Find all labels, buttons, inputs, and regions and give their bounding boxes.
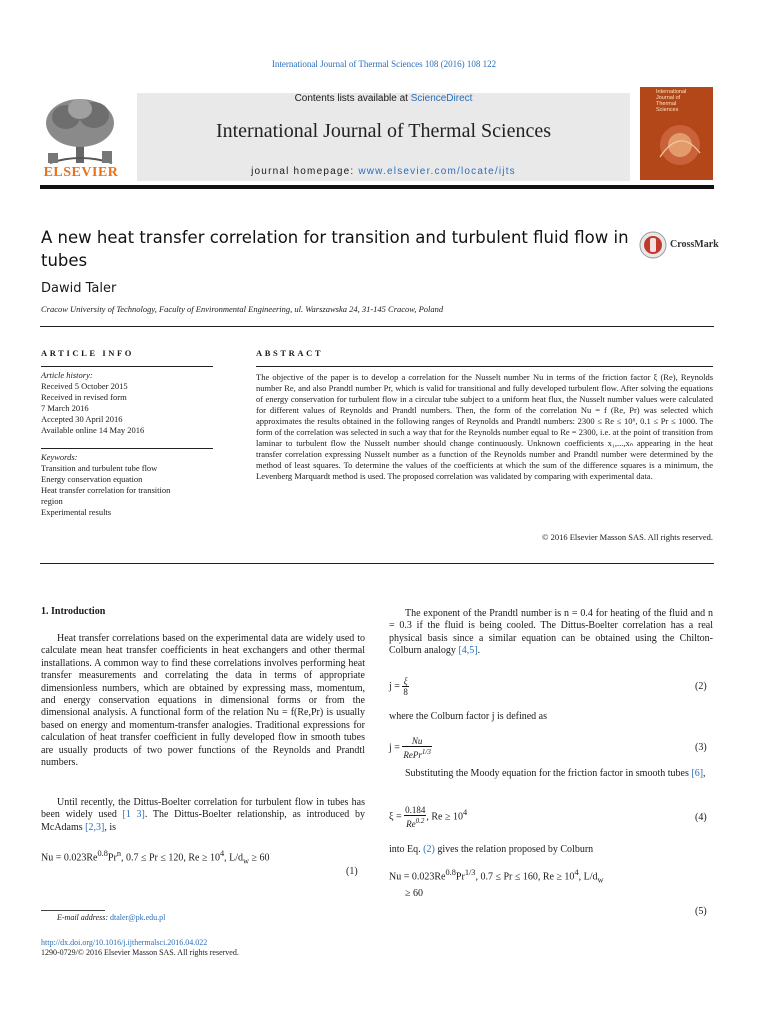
contents-line: Contents lists available at ScienceDirect	[294, 93, 473, 104]
equation-4: ξ = $\frac{0.184}{Re^{0.2}}$ , $Re \ge 10^4$	[389, 805, 468, 829]
title-rule	[40, 326, 714, 327]
journal-homepage: journal homepage: www.elsevier.com/locate/ijts	[251, 166, 516, 177]
author-affiliation: Cracow University of Technology, Faculty of Environmental Engineering, ul. Warszawska 24, 31-145 Cracow, Poland	[41, 304, 444, 314]
eq-2-link[interactable]: (2)	[423, 844, 435, 855]
issn-line: 1290-0729/© 2016 Elsevier Masson SAS. All rights reserved.	[41, 948, 239, 957]
running-head[interactable]: International Journal of Thermal Sciences 108 (2016) 108 122	[271, 59, 497, 69]
header-rule	[40, 185, 714, 189]
moody-paragraph: Substituting the Moody equation for the friction factor in smooth tubes [6],	[405, 768, 706, 779]
article-history: Article history: Received 5 October 2015 Received in revised form 7 March 2016 Accepted 30 April 2016 Available online 14 May 2016	[41, 370, 145, 435]
equation-3: j = $\frac{Nu}{RePr^{1/3}}$	[389, 736, 431, 760]
ref-2-3[interactable]: [2,3]	[85, 821, 105, 833]
journal-title: International Journal of Thermal Sciences	[215, 120, 552, 142]
elsevier-tree-logo-icon	[40, 93, 122, 169]
article-title: A new heat transfer correlation for transition and turbulent fluid flow in tubes	[41, 228, 629, 270]
ref-6[interactable]: [6]	[691, 768, 704, 779]
crossmark-label[interactable]: CrossMark	[670, 239, 719, 250]
equation-4-number: (4)	[695, 812, 707, 823]
info-rule-1	[41, 366, 213, 367]
sciencedirect-link[interactable]: ScienceDirect	[410, 93, 473, 104]
ref-1-3[interactable]: [1 3]	[122, 809, 145, 821]
equation-2-number: (2)	[695, 681, 707, 692]
right-paragraph-1: The exponent of the Prandtl number is n = 0.4 for heating of the fluid and n = 0.3 if the fluid is being cooled. The Dittus-Boelter correlation has a real physical basis since a similar equation can be obtained using the Chilton-Colburn analogy [4,5].	[389, 608, 713, 657]
info-rule-2	[41, 448, 213, 449]
elsevier-wordmark: ELSEVIER	[43, 165, 119, 180]
equation-5-number: (5)	[695, 906, 707, 917]
footnote-rule	[41, 910, 105, 911]
equation-5: $Nu = 0.023Re^{0.8}Pr^{1/3}$, 0.7 ≤ Pr ≤ 160, $Re \ge 10^4$, $L/d_w$	[389, 868, 604, 885]
abstract-text: The objective of the paper is to develop a correlation for the Nusselt number Nu in terms of the friction factor ξ (Re), Reynolds number Re, and also Prandtl number Pr, which is valid for transitional and fully developed turbulent flow. After solving the equations of energy conservation for turbulent flow in a circular tube subject to a uniform heat flux, the Nusselt number values were calculated for different values of Reynolds and Prandtl numbers. Then, the form of the correlation Nu = f (Re, Pr) was selected which approximates the results obtained in the following ranges of Reynolds and Prandtl numbers: 2300 ≤ Re ≤ 10⁶, 0.1 ≤ Pr ≤ 1000. The form of the correlation was selected in such a way that for the Reynolds number equal to Re = 2300, i.e. at the point of transition from laminar to turbulent flow the Nusselt number should change continuously. Unknown coefficients x₁,...,xₙ appearing in the heat transfer correlation expressing Nusselt number as a function of the Reynolds number and Prandtl number were determined by the method of least squares. To determine the values of the coefficients at which the sum of the difference squares is a minimum, the Levenberg Marquardt method is used. The proposed correlation was validated by comparing with experimental data.	[256, 372, 713, 481]
doi-link[interactable]: http://dx.doi.org/10.1016/j.ijthermalsci.2016.04.022	[41, 938, 208, 947]
colburn-intro-text: into Eq. (2) gives the relation proposed by Colburn	[389, 844, 594, 855]
cover-artwork-icon	[650, 117, 706, 173]
colburn-definition-text: where the Colburn factor j is defined as	[389, 711, 548, 722]
article-info-heading: ARTICLE INFO	[41, 348, 135, 358]
body-rule	[40, 563, 714, 564]
equation-1-number: (1)	[346, 866, 358, 877]
equation-3-number: (3)	[695, 742, 707, 753]
section-heading-introduction: 1. Introduction	[41, 606, 106, 617]
homepage-link[interactable]: www.elsevier.com/locate/ijts	[358, 166, 516, 177]
ref-4-5[interactable]: [4,5]	[458, 645, 478, 657]
cover-title: International Journal of Thermal Sciences	[656, 89, 687, 113]
equation-2: j = $\frac{\xi}{8}$	[389, 676, 408, 697]
abstract-copyright: © 2016 Elsevier Masson SAS. All rights reserved.	[541, 532, 713, 542]
author-email-link[interactable]: dtaler@pk.edu.pl	[110, 913, 166, 922]
equation-5-line-2: ≥ 60	[405, 888, 423, 899]
intro-paragraph-1: Heat transfer correlations based on the experimental data are widely used to calculate mean heat transfer coefficients in heat exchangers and other thermal installations. A common way to find these correlations involves performing heat transfer measurements and correlating the data in terms of appropriate dimensionless numbers, which are obtained by expressing mass, momentum, and energy conservation equations in dimensional forms or from the dimensional analysis. A functional form of the relation Nu = f(Re,Pr) is usually based on energy and momentum-transfer analogies. Traditional expressions for calculation of heat transfer coefficient in fully developed flow in smooth tubes are usually products of two power functions of the Reynolds and Prandtl numbers.	[41, 633, 365, 769]
journal-cover-thumbnail[interactable]	[640, 87, 713, 180]
keywords: Keywords: Transition and turbulent tube flow Energy conservation equation Heat transfer correlation for transition region Experimental results	[41, 452, 171, 517]
author-name: Dawid Taler	[41, 281, 117, 296]
crossmark-icon[interactable]	[638, 230, 668, 260]
intro-paragraph-2: Until recently, the Dittus-Boelter correlation for turbulent flow in tubes has been widely used [1 3]. The Dittus-Boelter relationship, as introduced by McAdams [2,3], is	[41, 797, 365, 833]
abstract-rule	[256, 366, 713, 367]
equation-1: $Nu = 0.023Re^{0.8}Pr^n$, 0.7 ≤ Pr ≤ 120, $Re \ge 10^4$, $L/d_w \ge 60$	[41, 849, 270, 866]
footnote-email: E-mail address: dtaler@pk.edu.pl	[57, 913, 166, 922]
abstract-heading: ABSTRACT	[256, 348, 324, 358]
